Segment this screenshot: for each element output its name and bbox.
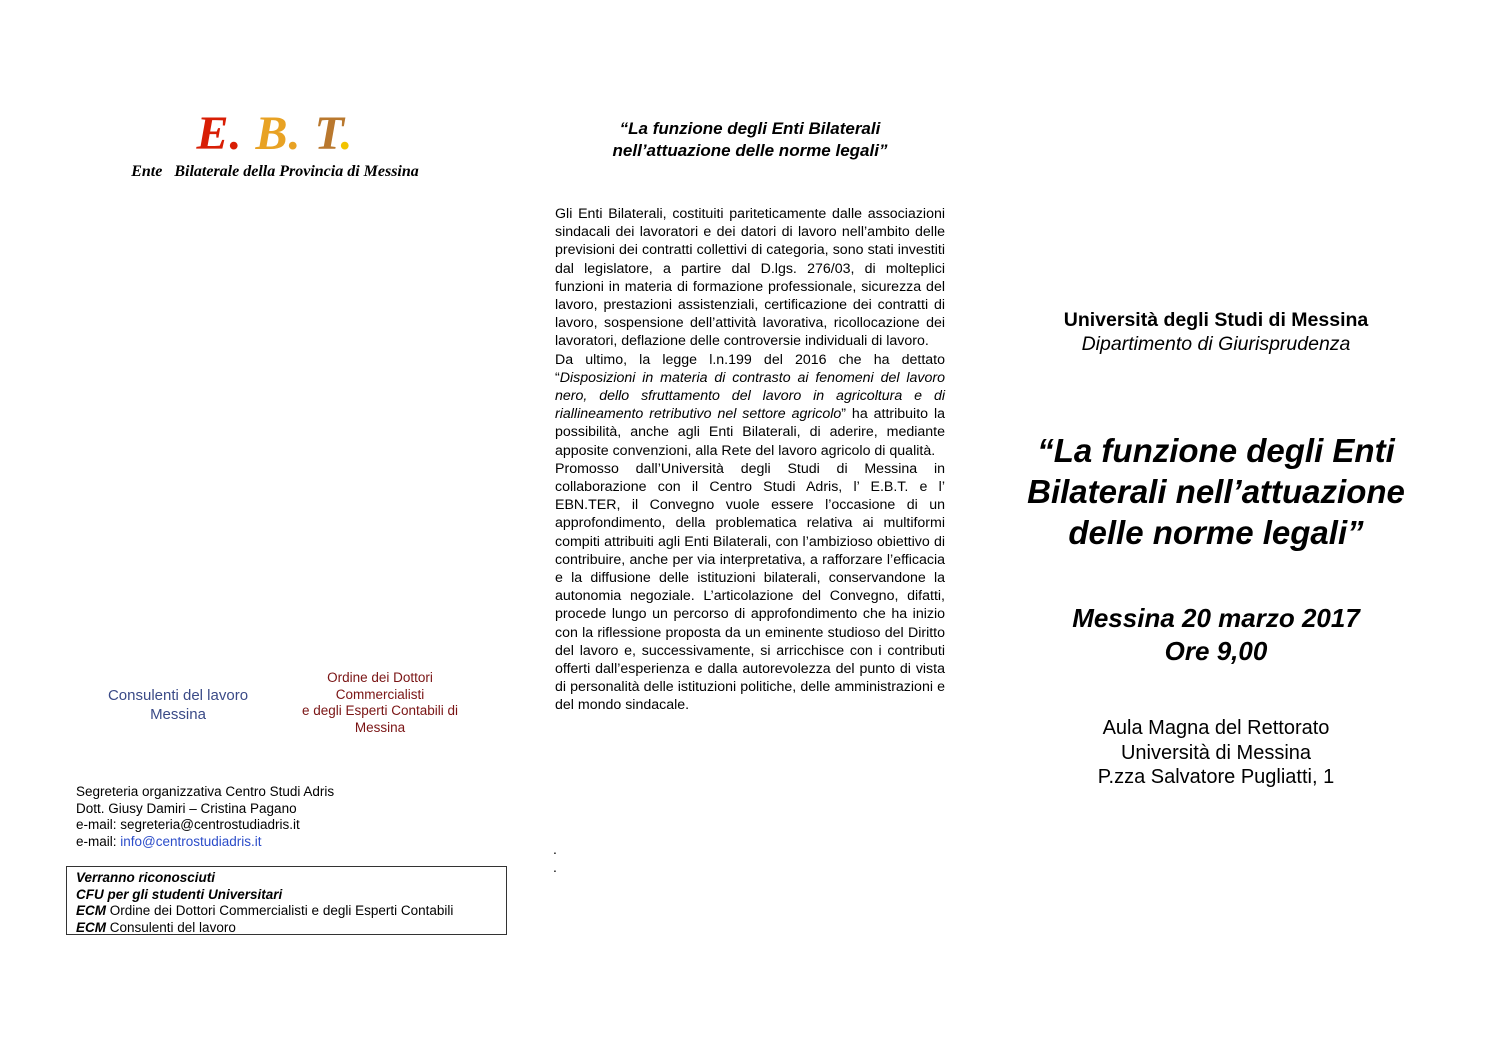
venue-line2: Università di Messina <box>1120 741 1312 764</box>
venue-block <box>1000 716 1432 790</box>
event-title-line1: “La funzione degli Enti <box>1037 432 1395 469</box>
ecm-label-4: ECM <box>76 919 106 935</box>
segreteria-line1: Segreteria organizzativa Centro Studi Adris <box>76 784 335 799</box>
middle-title-line2: nell’attuazione delle norme legali” <box>612 141 888 160</box>
paragraph-1: Gli Enti Bilaterali, costituiti pariteticamente dalle associazioni sindacali dei lavoratori e dei datori di lavoro nell’ambito delle previsioni dei contratti collettivi di categoria, sono stati investiti dal legislatore, a partire dal D.lgs. 276/03, di molteplici funzioni in materia di formazione professionale, sicurezza del lavoro, prestazioni assistenziali, certificazione dei contratti di lavoro, sospensione dell’attività lavorativa, ricollocazione dei lavoratori, deflazione delle controversie individuali di lavoro. <box>555 206 945 350</box>
logo-letter-t: T <box>314 107 341 160</box>
event-title-line3: delle norme legali” <box>1068 514 1364 551</box>
consulenti-logo-text <box>88 686 268 724</box>
logo-dot: . <box>340 107 354 160</box>
paragraph-2-start: Da ultimo, la legge l.n.199 del 2016 che ha dettato “ <box>555 351 945 386</box>
ordine-line3: e degli Esperti Contabili di <box>301 703 459 718</box>
event-title-line2: Bilaterali nell’attuazione <box>1027 473 1405 510</box>
email-label-2: e-mail: <box>76 833 121 849</box>
university-block <box>1000 308 1432 356</box>
consulenti-line1: Consulenti del lavoro <box>107 687 249 704</box>
event-title <box>990 430 1442 553</box>
middle-title-line1: “La funzione degli Enti Bilaterali <box>619 119 881 138</box>
ecm-text-3: Ordine dei Dottori Commercialisti e degli Esperti Contabili <box>106 903 454 918</box>
logo-letter-b: B. <box>255 107 302 160</box>
ordine-line2: Commercialisti <box>335 686 425 702</box>
email-segreteria: segreteria@centrostudiadris.it <box>120 817 300 832</box>
body-text <box>555 205 945 715</box>
logo-letter-e: E. <box>196 107 243 160</box>
dot-2: . <box>553 859 557 875</box>
ecm-box <box>66 866 507 935</box>
paragraph-3: Promosso dall’Università degli Studi di Messina in collaborazione con il Centro Studi Adris, l’ E.B.T. e l’ EBN.TER, il Convegno vuole essere l’occasione di un approfondimento, della problematica relativa ai multiformi compiti attribuiti agli Enti Bilaterali, con l’ambizioso obiettivo di contribuire, anche per via interpretativa, a rafforzare l’efficacia e la diffusione delle istituzioni bilaterali, conservandone la autonomia negoziale. L’articolazione del Convegno, difatti, procede lungo un percorso di approfondimento che ha inizio con la riflessione proposta da un eminente studioso del Diritto del lavoro e, successivamente, si arricchisce con i contributi offerti dall’esperienza e dalla autorevolezza del punto di vista di personalità delle istituzioni politiche, delle amministrazioni e del mondo sindacale. <box>555 460 945 714</box>
email-row-1 <box>76 817 496 834</box>
ecm-line2: CFU per gli studenti Universitari <box>76 886 283 902</box>
ecm-label-3: ECM <box>76 903 106 918</box>
paragraph-2 <box>555 351 945 460</box>
ecm-text-4: Consulenti del lavoro <box>106 919 236 935</box>
paragraph-2-quote: Disposizioni in materia di contrasto ai fenomeni del lavoro nero, dello sfruttamento del lavoro in agricoltura e di riallineamento retributivo nel settore agricolo <box>555 369 945 423</box>
ecm-line1: Verranno riconosciuti <box>76 870 216 885</box>
consulenti-line2: Messina <box>150 706 206 723</box>
ebt-logo <box>140 108 410 160</box>
trailing-dots <box>553 840 557 876</box>
ecm-line4 <box>76 920 502 937</box>
middle-title <box>555 118 945 162</box>
email-label-1: e-mail: <box>76 817 121 832</box>
venue-line3: P.zza Salvatore Pugliatti, 1 <box>1097 766 1335 788</box>
department-name: Dipartimento di Giurisprudenza <box>1081 333 1351 355</box>
event-date: Messina 20 marzo 2017 <box>1072 603 1360 633</box>
logo-subtitle: Ente Bilaterale della Provincia di Messina <box>131 163 419 180</box>
email-row-2 <box>76 834 496 851</box>
email-info-link[interactable]: info@centrostudiadris.it <box>120 833 262 849</box>
segreteria-block <box>76 784 496 850</box>
ecm-line3 <box>76 903 502 920</box>
event-time: Ore 9,00 <box>1164 636 1268 666</box>
ordine-line4: Messina <box>354 719 406 735</box>
venue-line1: Aula Magna del Rettorato <box>1102 717 1330 739</box>
segreteria-line2: Dott. Giusy Damiri – Cristina Pagano <box>76 800 297 816</box>
ordine-logo-text <box>280 670 480 736</box>
event-date-block <box>1000 602 1432 668</box>
ordine-line1: Ordine dei Dottori <box>327 670 433 685</box>
university-name: Università degli Studi di Messina <box>1063 309 1369 331</box>
paragraph-2-end: ” ha attribuito la possibilità, anche agli Enti Bilaterali, di aderire, mediante apposite convenzioni, alla Rete del lavoro agricolo di qualità. <box>555 406 945 459</box>
dot-1: . <box>553 841 557 857</box>
